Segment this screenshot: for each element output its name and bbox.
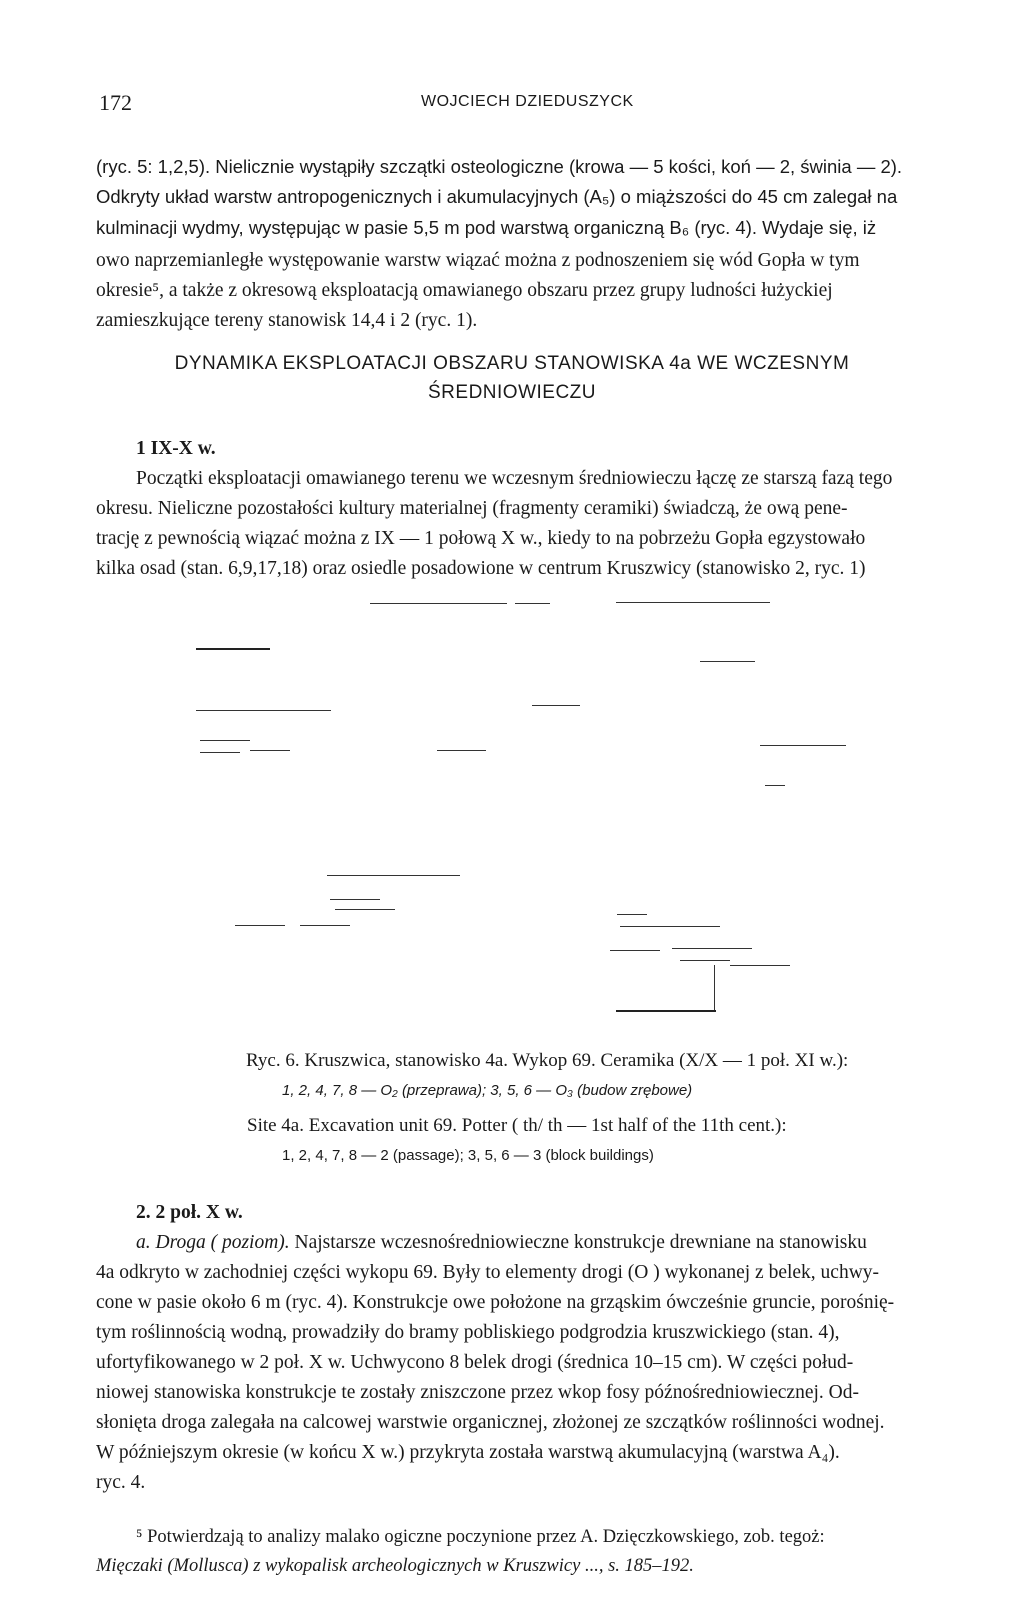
figure-caption-en: Site 4a. Excavation unit 69. Potter ( th/ th — 1st half of the 11th cent.):	[247, 1115, 787, 1136]
subsection-1-line-3: trację z pewnością wiązać można z IX — 1 połową X w., kiedy to na pobrzeżu Gopła egzystowało	[96, 528, 866, 549]
subsection-2-line-2: 4a odkryto w zachodniej części wykopu 69. Były to elementy drogi (O ) wykonanej z belek, uchwy-	[96, 1262, 880, 1283]
subsection-1-line-4: kilka osad (stan. 6,9,17,18) oraz osiedle posadowione w centrum Kruszwicy (stanowisko 2, ryc. 1)	[96, 558, 866, 579]
running-title: WOJCIECH DZIEDUSZYCK	[421, 93, 634, 110]
figure-legend-pl: 1, 2, 4, 7, 8 — O₂ (przeprawa); 3, 5, 6 — O₃ (budow zrębowe)	[282, 1082, 693, 1099]
subsection-2-line-4: tym roślinnością wodną, prowadziły do bramy pobliskiego podgrodzia kruszwickiego (stan. 4),	[96, 1322, 840, 1343]
figure-caption-pl: Ryc. 6. Kruszwica, stanowisko 4a. Wykop 69. Ceramika (X/X — 1 poł. XI w.):	[246, 1050, 849, 1071]
subsection-1-title: 1 IX-X w.	[136, 438, 216, 459]
subsection-2-line-8: W późniejszym okresie (w końcu X w.) przykryta została warstwą akumulacyjną (warstwa A₄).	[96, 1442, 840, 1463]
subsection-2a-label: a. Droga ( poziom).	[136, 1232, 290, 1253]
subsection-2-line-9: ryc. 4.	[96, 1472, 146, 1493]
subsection-2-line-5: ufortyfikowanego w 2 poł. X w. Uchwycono 8 belek drogi (średnica 10–15 cm). W części połud-	[96, 1352, 854, 1373]
subsection-1-line-1: Początki eksploatacji omawianego terenu we wczesnym średniowieczu łączę ze starszą fazą tego	[136, 468, 893, 489]
page-number: 172	[99, 90, 132, 115]
subsection-2-line-3: cone w pasie około 6 m (ryc. 4). Konstrukcje owe położone na grząskim ówcześnie gruncie, porośnię-	[96, 1292, 895, 1313]
subsection-2-line-1	[136, 1228, 867, 1257]
intro-line-4: owo naprzemianległe występowanie warstw wiązać można z podnoszeniem się wód Gopła w tym	[96, 250, 860, 271]
intro-line-1: (ryc. 5: 1,2,5). Nielicznie wystąpiły szczątki osteologiczne (krowa — 5 kości, koń — 2, świnia — 2).	[96, 156, 903, 177]
subsection-2-title: 2. 2 poł. X w.	[136, 1202, 243, 1223]
intro-line-6: zamieszkujące tereny stanowisk 14,4 i 2 (ryc. 1).	[96, 310, 478, 331]
section-heading-line-2: ŚREDNIOWIECZU	[428, 382, 596, 403]
intro-line-2: Odkryty układ warstw antropogenicznych i akumulacyjnych (A₅) o miąższości do 45 cm zalegał na	[96, 186, 898, 207]
footnote-line-2: Mięczaki (Mollusca) z wykopalisk archeologicznych w Kruszwicy ..., s. 185–192.	[96, 1556, 694, 1576]
subsection-1-line-2: okresu. Nieliczne pozostałości kultury materialnej (fragmenty ceramiki) świadczą, że ową pene-	[96, 498, 848, 519]
figure-legend-en: 1, 2, 4, 7, 8 — 2 (passage); 3, 5, 6 — 3 (block buildings)	[282, 1147, 654, 1164]
subsection-2-line-1-text: Najstarsze wczesnośredniowieczne konstrukcje drewniane na stanowisku	[289, 1232, 867, 1253]
footnote-line-1: ⁵ Potwierdzają to analizy malako ogiczne poczynione przez A. Dzięczkowskiego, zob. tegoż:	[136, 1527, 825, 1547]
subsection-2-line-6: niowej stanowiska konstrukcje te zostały zniszczone przez wkop fosy późnośredniowiecznej. Od-	[96, 1382, 859, 1403]
intro-line-5: okresie⁵, a także z okresową eksploatacją omawianego obszaru przez grupy ludności łużyckiej	[96, 280, 833, 301]
subsection-2-line-7: słonięta droga zalegała na calcowej warstwie organicznej, złożonej ze szczątków roślinności wodnej.	[96, 1412, 885, 1433]
section-heading-line-1: DYNAMIKA EKSPLOATACJI OBSZARU STANOWISKA 4a WE WCZESNYM	[174, 353, 850, 374]
intro-line-3: kulminacji wydmy, występując w pasie 5,5 m pod warstwą organiczną B₆ (ryc. 4). Wydaje się, iż	[96, 217, 877, 238]
